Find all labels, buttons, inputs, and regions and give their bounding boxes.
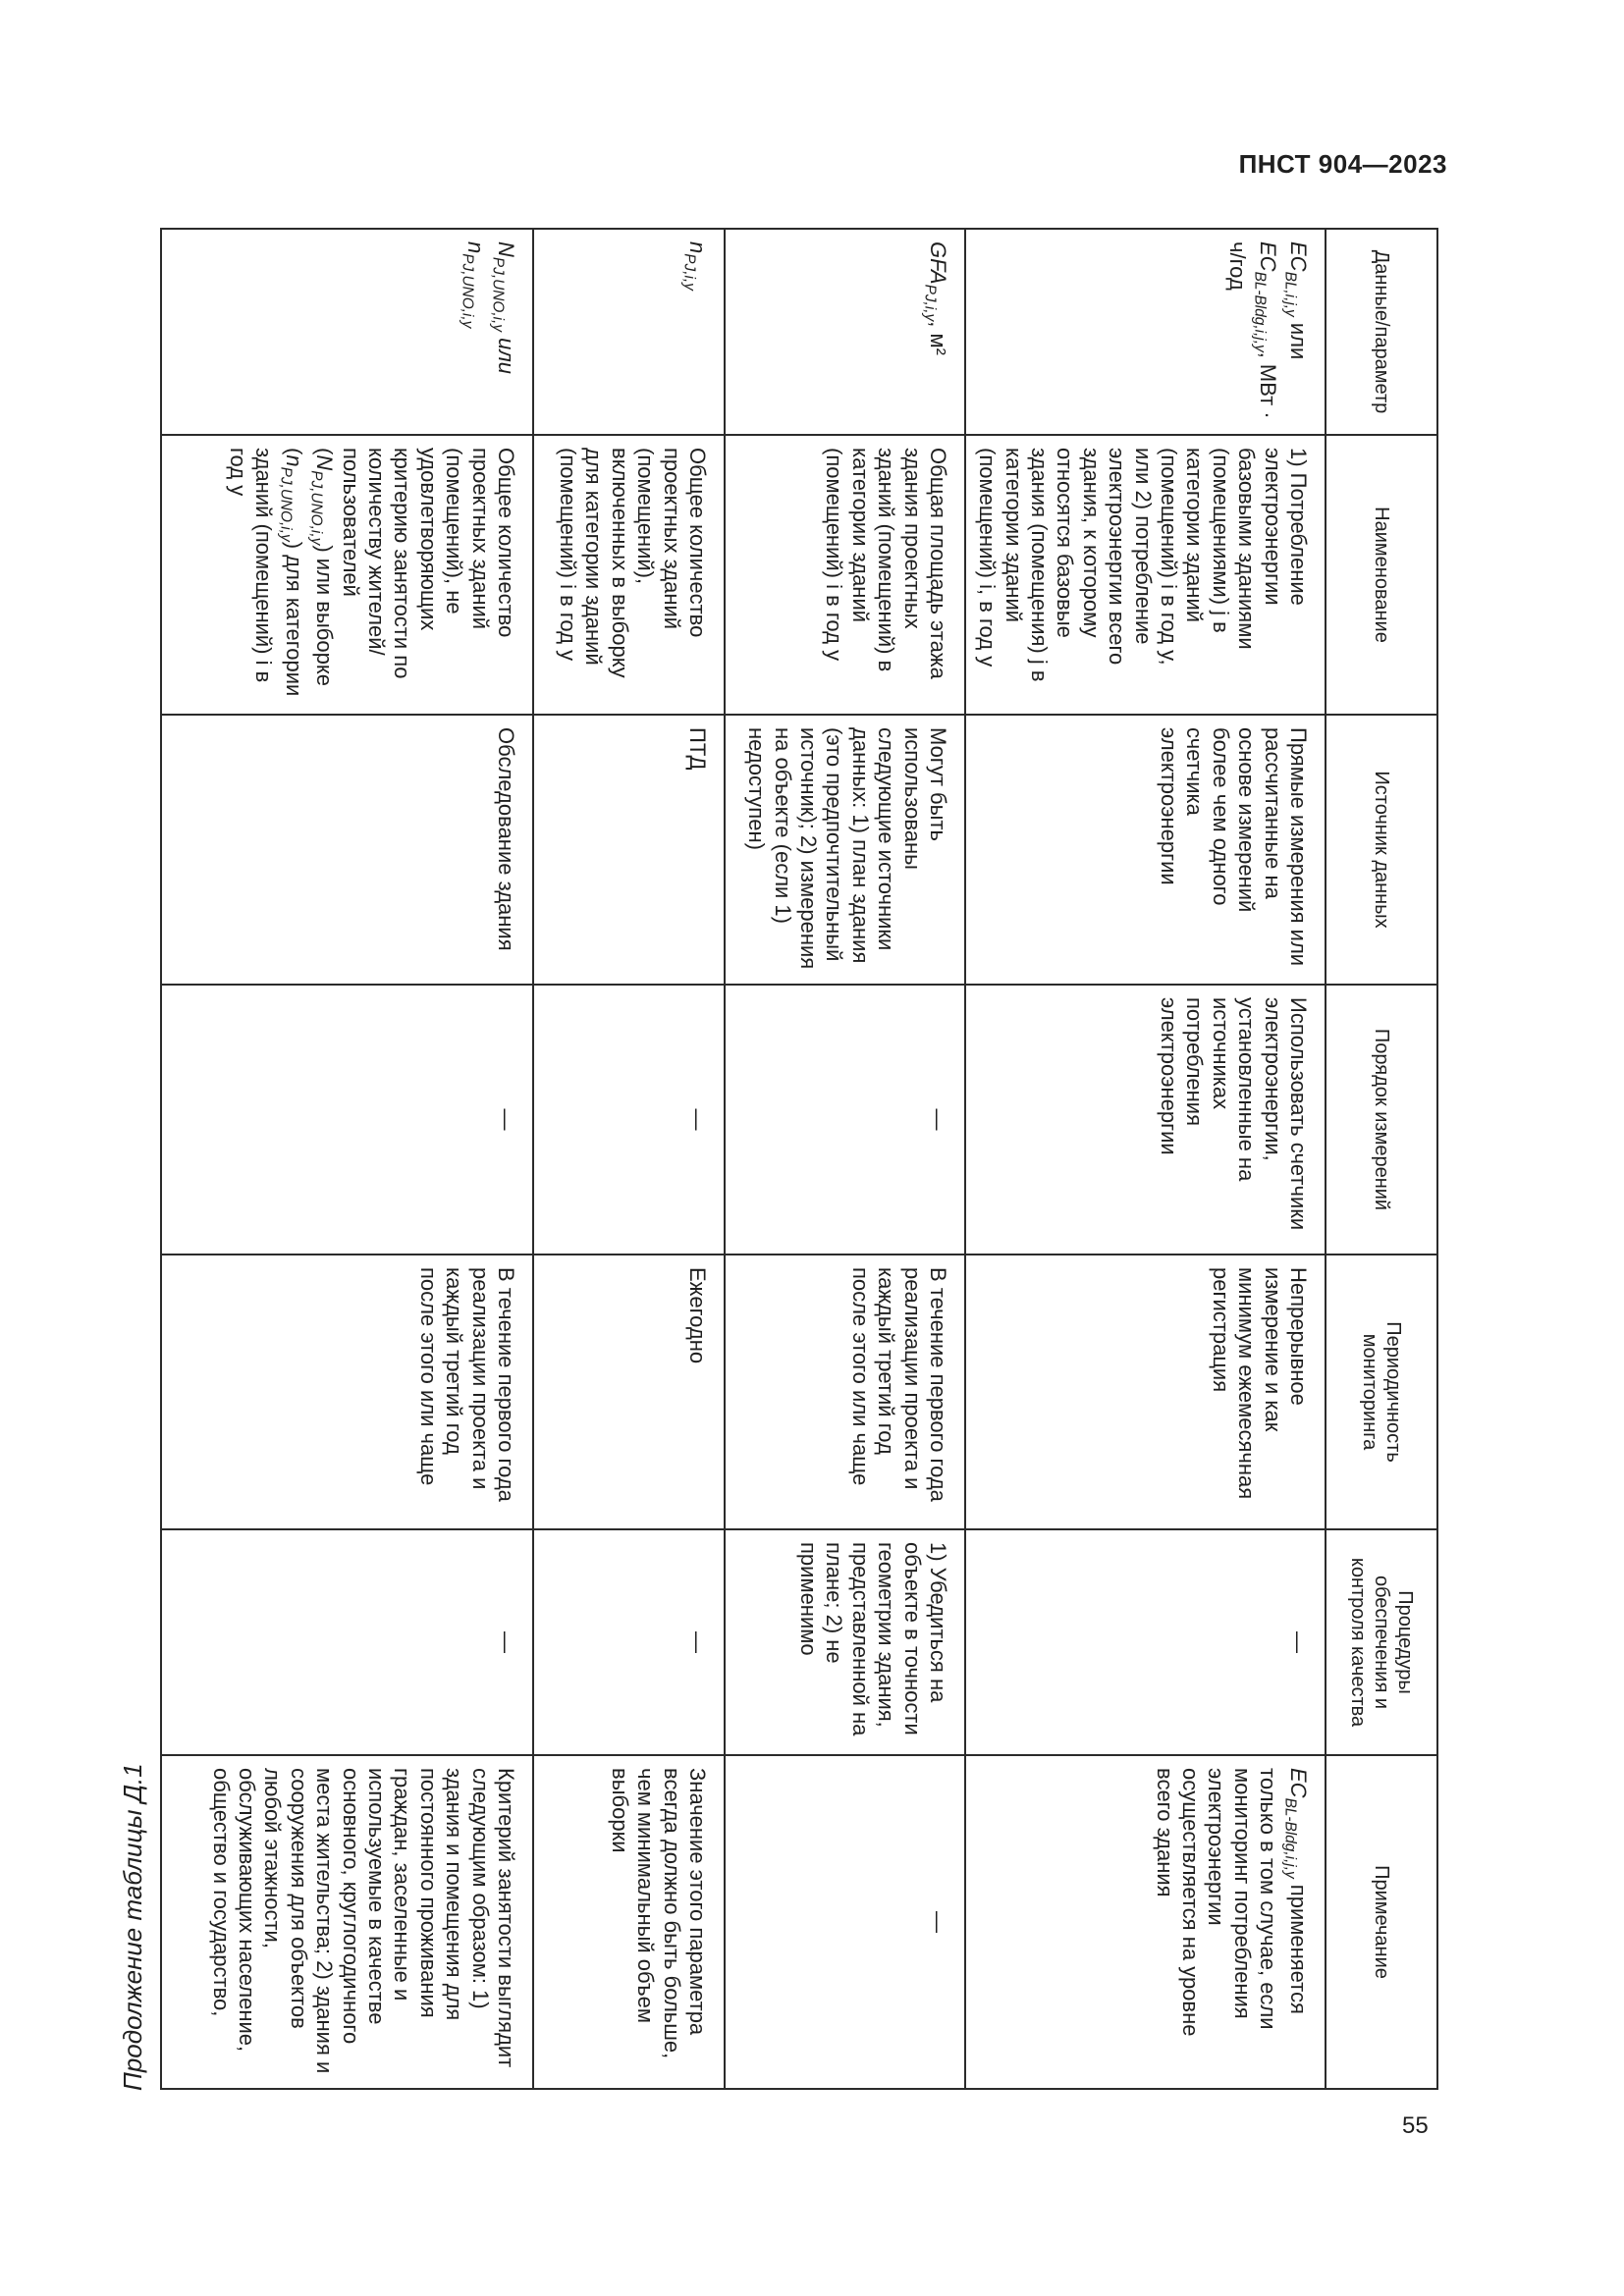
note-symbol: EC bbox=[1286, 1768, 1311, 1798]
note-text: применяется только в том случае, если мониторинг потребления электроэнергии осуществляется на уровне всего здания bbox=[1152, 1768, 1311, 2037]
column-header: Периодичность мониторинга bbox=[1326, 1255, 1437, 1529]
standard-code: ПНСТ 904—2023 bbox=[1238, 149, 1447, 179]
note-cell bbox=[965, 1755, 1326, 2089]
source-cell: Обследование здания bbox=[161, 715, 533, 985]
table-row bbox=[725, 229, 965, 2089]
name-subscript: PJ,UNO,i,y bbox=[307, 470, 325, 546]
frequency-cell: Ежегодно bbox=[533, 1255, 725, 1529]
qa-cell: — bbox=[533, 1529, 725, 1755]
table-row bbox=[161, 229, 533, 2089]
qa-cell: — bbox=[161, 1529, 533, 1755]
column-header: Данные/параметр bbox=[1326, 229, 1437, 435]
procedure-cell: Использовать счетчики электроэнергии, установленные на источниках потребления электроэнергии bbox=[965, 985, 1326, 1255]
name-cell: Общее количество проектных зданий (помещений), включенных в выборку для категории зданий (помещений) i в год y bbox=[533, 435, 725, 715]
column-header: Примечание bbox=[1326, 1755, 1437, 2089]
param-subscript: PJ,i,y bbox=[921, 284, 939, 322]
name-text: ) для категории зданий (помещений) i в год y bbox=[226, 448, 307, 697]
column-header: Наименование bbox=[1326, 435, 1437, 715]
param-subscript: PJ,UNO,i,y bbox=[459, 253, 476, 329]
source-cell: ПТД bbox=[533, 715, 725, 985]
source-cell: Прямые измерения или рассчитанные на основе измерений более чем одного счетчика электроэнергии bbox=[965, 715, 1326, 985]
param-subscript: PJ,UNO,i,y bbox=[489, 256, 507, 332]
param-unit: , МВт · ч/год bbox=[1225, 241, 1281, 419]
param-symbol: EC bbox=[1256, 241, 1281, 272]
table-row bbox=[965, 229, 1326, 2089]
rotated-table-container bbox=[160, 228, 1438, 2088]
param-subscript: BL,i,j,y bbox=[1281, 271, 1299, 317]
name-symbol: N bbox=[312, 454, 338, 471]
qa-cell: 1) Убедиться на объекте в точности геометрии здания, представленной на плане; 2) не применимо bbox=[725, 1529, 965, 1755]
param-cell bbox=[533, 229, 725, 435]
param-symbol: EC bbox=[1286, 241, 1311, 272]
monitoring-parameters-table bbox=[160, 228, 1438, 2090]
table-header-row bbox=[1326, 229, 1437, 2089]
name-cell: 1) Потребление электроэнергии базовыми зданиями (помещениями) j в категории зданий (помещений) i в год y, или 2) потребление электроэнергии всего здания, к которому относятся базовые здания (помещения) j в категории зданий (помещений) i, в год y bbox=[965, 435, 1326, 715]
name-text: ) или выборке ( bbox=[282, 448, 338, 686]
name-text: Общее количество проектных зданий (помещений), не удовлетворяющих критерию занятости по количеству жителей/пользователей ( bbox=[312, 448, 518, 679]
param-symbol: GFA bbox=[925, 241, 950, 285]
param-symbol: N bbox=[493, 241, 518, 257]
name-symbol: n bbox=[282, 454, 307, 467]
name-subscript: PJ,UNO,i,y bbox=[277, 466, 295, 542]
param-or: или bbox=[493, 332, 518, 374]
note-cell: Критерий занятости выглядит следующим образом: 1) здания и помещения для постоянного проживания граждан, заселенные и используемые в качестве основного, круглогодичного места жительства; 2) здания и сооружения для объектов любой этажности, обслуживающих население, общество и государство, bbox=[161, 1755, 533, 2089]
frequency-cell: В течение первого года реализации проекта и каждый третий год после этого или чаще bbox=[161, 1255, 533, 1529]
frequency-cell: Непрерывное измерение и как минимум ежемесячная регистрация bbox=[965, 1255, 1326, 1529]
table-caption: Продолжение таблицы Д.1 bbox=[118, 1763, 147, 2091]
param-or: или bbox=[1286, 316, 1311, 360]
page-number: 55 bbox=[1402, 2112, 1429, 2139]
column-header: Порядок измерений bbox=[1326, 985, 1437, 1255]
param-subscript: PJ,i,y bbox=[680, 253, 698, 291]
procedure-cell: — bbox=[725, 985, 965, 1255]
column-header: Источник данных bbox=[1326, 715, 1437, 985]
procedure-cell: — bbox=[161, 985, 533, 1255]
param-symbol: n bbox=[684, 241, 710, 254]
table-row bbox=[533, 229, 725, 2089]
note-cell: — bbox=[725, 1755, 965, 2089]
param-subscript: BL-Bldg,i,j,y bbox=[1251, 271, 1269, 352]
note-subscript: BL-Bldg,i,j,y bbox=[1281, 1797, 1299, 1879]
column-header: Процедуры обеспечения и контроля качества bbox=[1326, 1529, 1437, 1755]
param-symbol: n bbox=[463, 241, 489, 254]
note-cell: Значение этого параметра всегда должно быть больше, чем минимальный объем выборки bbox=[533, 1755, 725, 2089]
param-cell bbox=[725, 229, 965, 435]
name-cell: Общая площадь этажа здания проектных зданий (помещений) в категории зданий (помещений) i в год y bbox=[725, 435, 965, 715]
procedure-cell: — bbox=[533, 985, 725, 1255]
qa-cell: — bbox=[965, 1529, 1326, 1755]
source-cell: Могут быть использованы следующие источники данных: 1) план здания (это предпочтительный источник); 2) измерения на объекте (если 1) недоступен) bbox=[725, 715, 965, 985]
param-unit: , м² bbox=[925, 321, 950, 355]
param-cell bbox=[161, 229, 533, 435]
param-cell bbox=[965, 229, 1326, 435]
name-cell bbox=[161, 435, 533, 715]
frequency-cell: В течение первого года реализации проекта и каждый третий год после этого или чаще bbox=[725, 1255, 965, 1529]
